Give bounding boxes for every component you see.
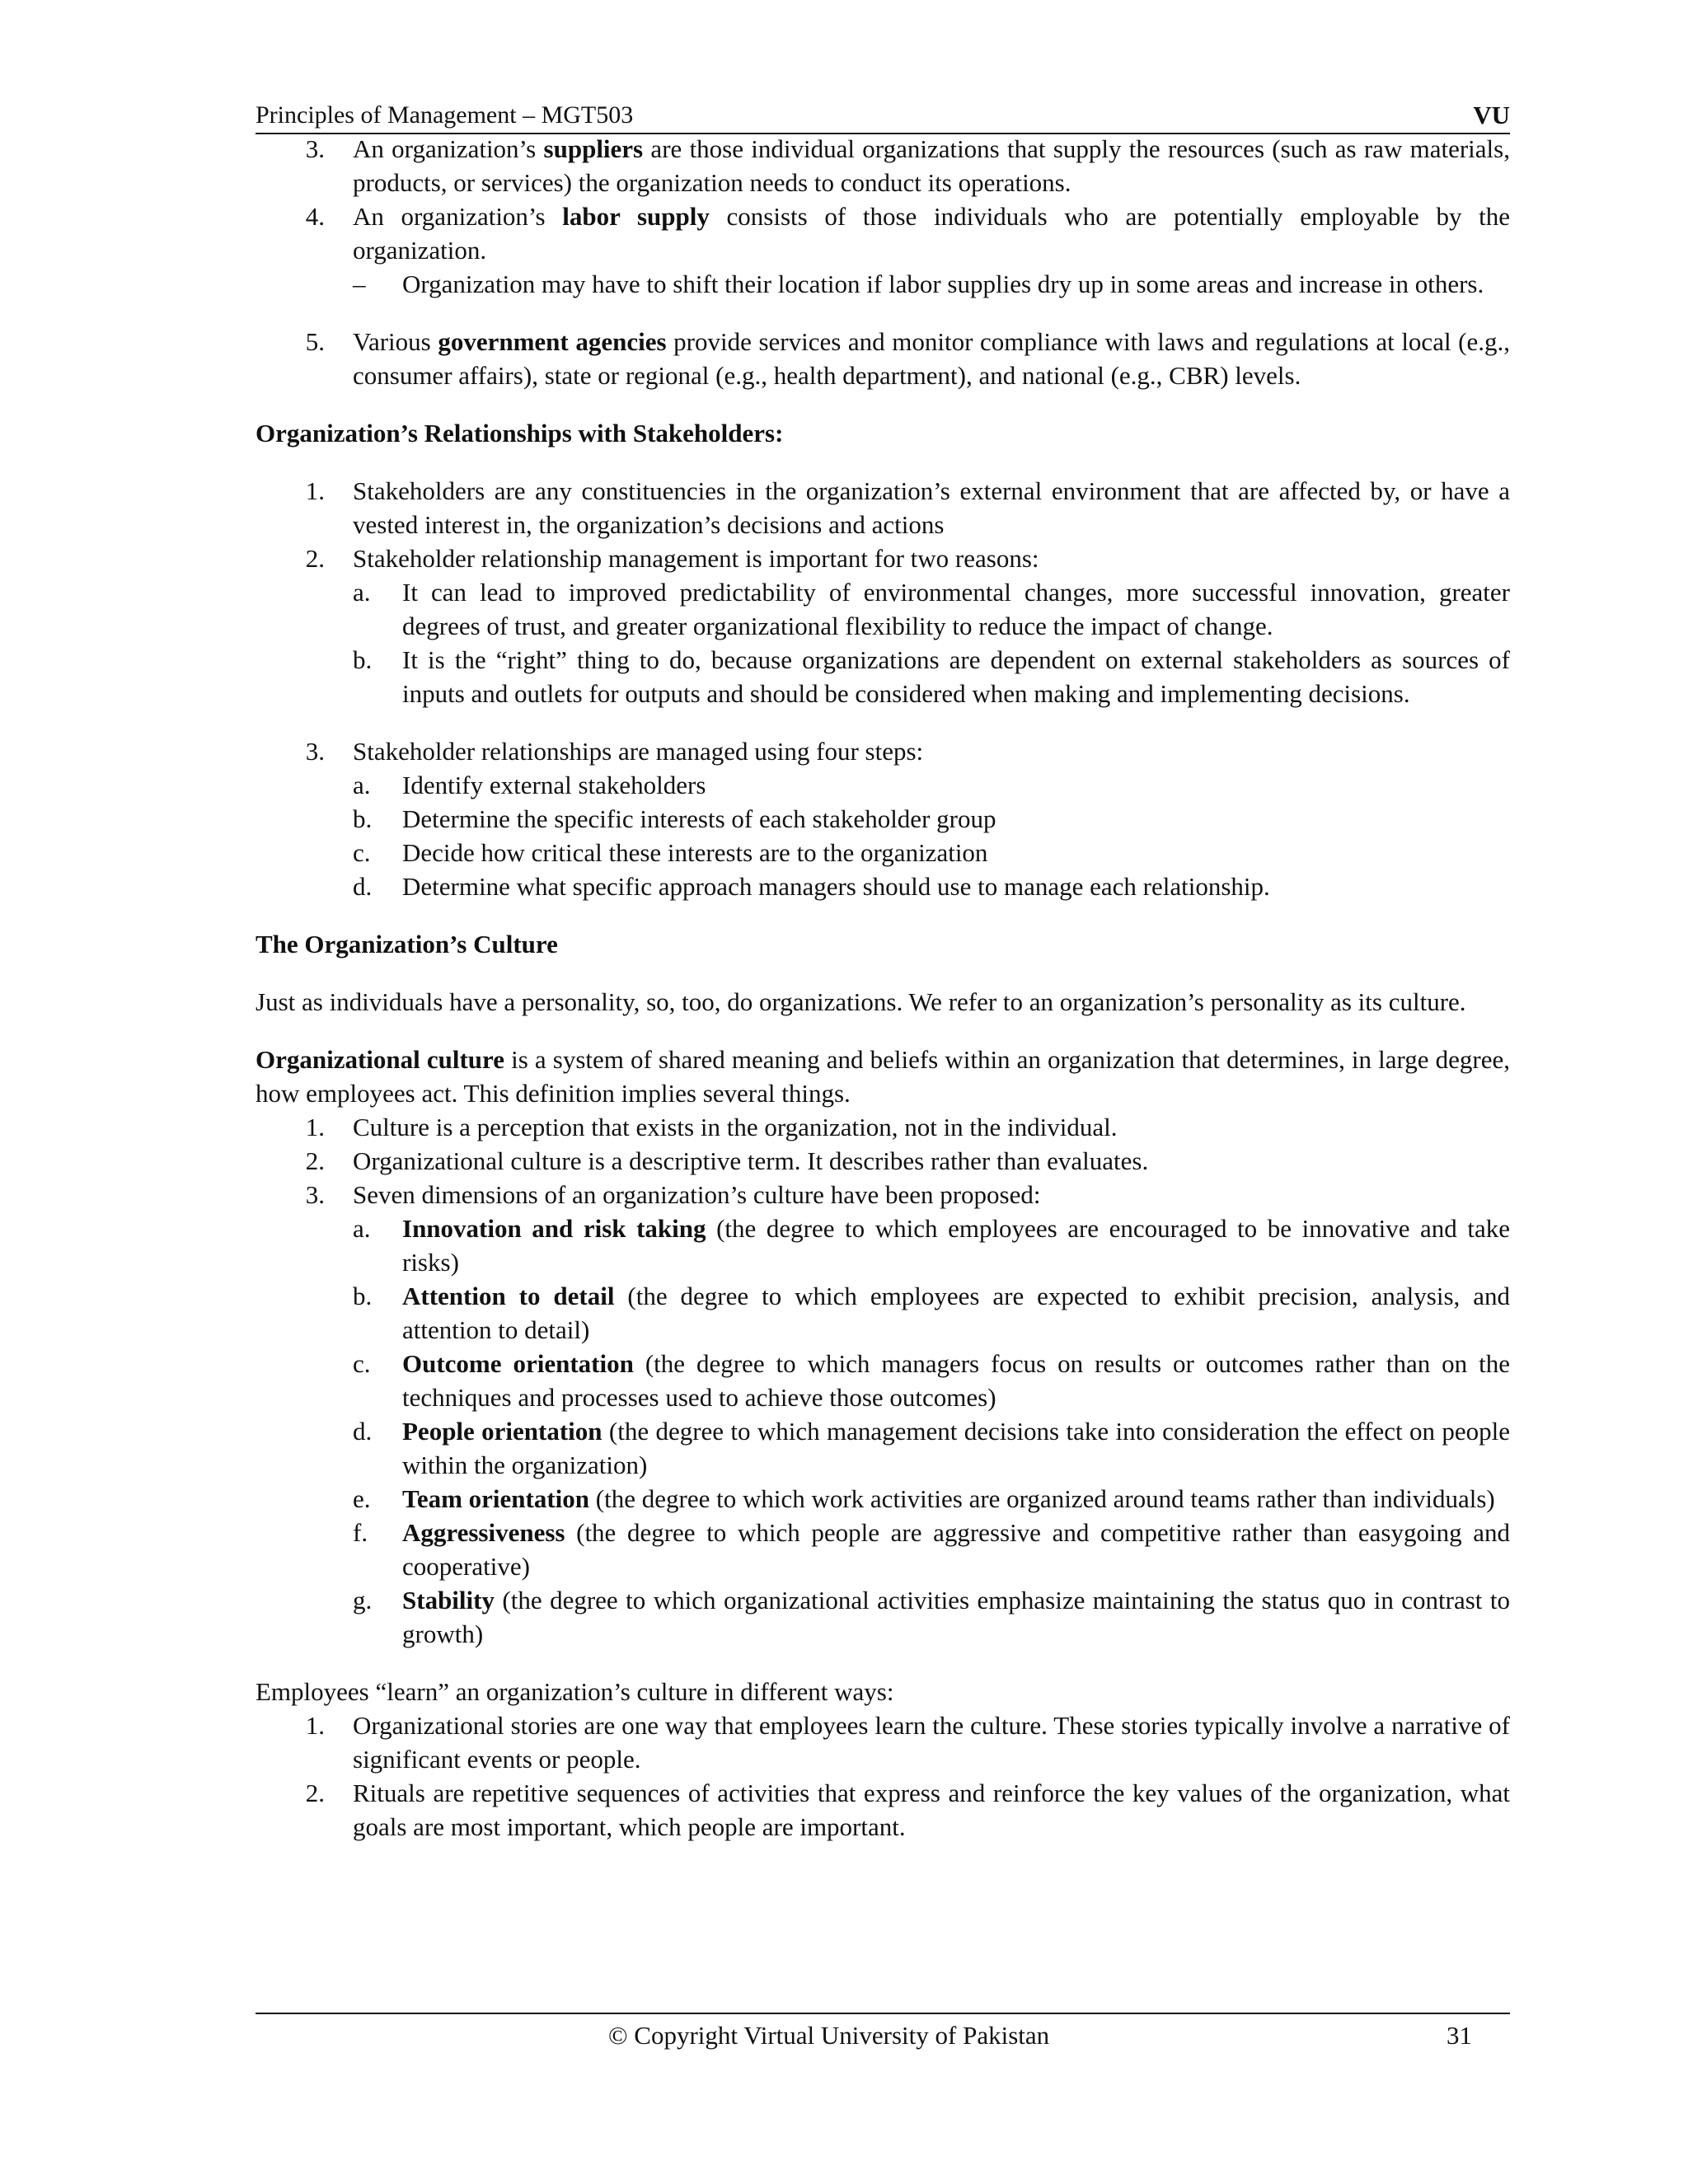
item-text: Rituals are repetitive sequences of activities that express and reinforce the key values of the organization, what goals are most important, which people are important. bbox=[353, 1779, 1510, 1841]
paragraph: Employees “learn” an organization’s culture in different ways: bbox=[256, 1677, 894, 1706]
list-number: 2. bbox=[305, 1779, 325, 1807]
sub-list-letter: b. bbox=[353, 1282, 373, 1310]
sub-list-letter: c. bbox=[353, 1349, 371, 1378]
sub-list-letter: d. bbox=[353, 872, 373, 901]
list-number: 2. bbox=[305, 1146, 325, 1175]
page-header bbox=[256, 98, 1510, 134]
list-number: 5. bbox=[305, 327, 325, 356]
list-number: 3. bbox=[305, 1180, 325, 1209]
sub-list-item bbox=[256, 1583, 1510, 1651]
item-text: provide services and monitor compliance with laws and regulations at local (e.g., consumer affairs), state or regional (e.g., health department), and national (e.g., CBR) levels. bbox=[353, 327, 1511, 390]
item-text: (the degree to which organizational activities emphasize maintaining the status quo in contrast to growth) bbox=[402, 1586, 1510, 1648]
sub-list-letter: b. bbox=[353, 804, 373, 833]
item-text: (the degree to which employees are encouraged to be innovative and take risks) bbox=[402, 1214, 1510, 1277]
item-text: Identify external stakeholders bbox=[402, 771, 706, 799]
item-text: consists of those individuals who are potentially employable by the organization. bbox=[353, 202, 1510, 265]
item-term: Innovation and risk taking bbox=[402, 1214, 706, 1243]
list-item bbox=[256, 734, 1510, 768]
sub-list-item bbox=[256, 267, 1510, 301]
list-item bbox=[256, 474, 1510, 541]
item-text: Stakeholder relationship management is important for two reasons: bbox=[353, 544, 1039, 573]
sub-list-item bbox=[256, 1347, 1510, 1414]
item-text: It is the “right” thing to do, because organizations are dependent on external stakeholders as sources of inputs and outlets for outputs and should be considered when making and implementing decisions. bbox=[402, 645, 1510, 708]
list-number: 2. bbox=[305, 544, 325, 573]
item-text: (the degree to which work activities are organized around teams rather than individuals) bbox=[589, 1484, 1495, 1513]
sub-list-letter: d. bbox=[353, 1417, 373, 1446]
list-number: 4. bbox=[305, 202, 325, 231]
list-item bbox=[256, 1178, 1510, 1212]
sub-list-letter: a. bbox=[353, 771, 371, 799]
course-title: Principles of Management – MGT503 bbox=[256, 101, 634, 129]
list-number: 1. bbox=[305, 1113, 325, 1141]
definition-text: is a system of shared meaning and beliefs within an organization that determines, in large degree, how employees act. This definition implies several things. bbox=[256, 1045, 1510, 1108]
item-text: Organizational culture is a descriptive term. It describes rather than evaluates. bbox=[353, 1146, 1149, 1175]
item-term: Aggressiveness bbox=[402, 1518, 565, 1547]
item-term: Stability bbox=[402, 1586, 495, 1615]
item-text: are those individual organizations that supply the resources (such as raw materials, products, or services) the organization needs to conduct its operations. bbox=[353, 134, 1510, 197]
sub-list-item bbox=[256, 1212, 1510, 1279]
list-item bbox=[256, 1110, 1510, 1144]
dash-bullet: – bbox=[353, 269, 366, 298]
paragraph: Just as individuals have a personality, so, too, do organizations. We refer to an organization’s personality as its culture. bbox=[256, 987, 1466, 1016]
sub-list-item bbox=[256, 1516, 1510, 1583]
page-footer bbox=[256, 2013, 1510, 2050]
sub-list-letter: a. bbox=[353, 578, 371, 607]
defined-term: Organizational culture bbox=[256, 1045, 505, 1074]
item-text: Organization may have to shift their location if labor supplies dry up in some areas and increase in others. bbox=[402, 269, 1484, 298]
list-item bbox=[256, 325, 1510, 392]
definition-paragraph bbox=[256, 1043, 1510, 1110]
sub-list-item bbox=[256, 869, 1510, 903]
item-text: Stakeholders are any constituencies in the organization’s external environment that are affected by, or have a vested interest in, the organization’s decisions and actions bbox=[353, 476, 1510, 539]
sub-list-item bbox=[256, 1482, 1510, 1516]
sub-list-letter: b. bbox=[353, 645, 373, 674]
page-content bbox=[256, 132, 1510, 1844]
page-number: 31 bbox=[1447, 2021, 1472, 2050]
item-text: (the degree to which employees are expected to exhibit precision, analysis, and attention to detail) bbox=[402, 1282, 1510, 1344]
item-text: Decide how critical these interests are to the organization bbox=[402, 838, 988, 867]
sub-list-letter: a. bbox=[353, 1214, 371, 1243]
item-text: (the degree to which managers focus on results or outcomes rather than on the techniques and processes used to achieve those outcomes) bbox=[402, 1349, 1511, 1412]
list-item bbox=[256, 1776, 1510, 1844]
sub-list-letter: e. bbox=[353, 1484, 371, 1513]
list-item bbox=[256, 1708, 1510, 1776]
sub-list-item bbox=[256, 1279, 1510, 1347]
list-number: 1. bbox=[305, 1711, 325, 1740]
list-item bbox=[256, 199, 1510, 267]
sub-list-letter: f. bbox=[353, 1518, 368, 1547]
section-heading-culture: The Organization’s Culture bbox=[256, 930, 558, 958]
item-term: government agencies bbox=[438, 327, 667, 356]
item-term: Outcome orientation bbox=[402, 1349, 634, 1378]
item-term: suppliers bbox=[543, 134, 644, 163]
sub-list-letter: g. bbox=[353, 1586, 373, 1615]
item-text: (the degree to which management decisions take into consideration the effect on people within the organization) bbox=[402, 1417, 1510, 1479]
copyright-notice: © Copyright Virtual University of Pakistan bbox=[608, 2021, 1050, 2050]
sub-list-item bbox=[256, 643, 1510, 710]
item-text: (the degree to which people are aggressive and competitive rather than easygoing and cooperative) bbox=[402, 1518, 1510, 1581]
item-text: Determine what specific approach managers should use to manage each relationship. bbox=[402, 872, 1270, 901]
item-term: labor supply bbox=[562, 202, 710, 231]
list-item bbox=[256, 132, 1510, 199]
section-heading-stakeholders: Organization’s Relationships with Stakeholders: bbox=[256, 419, 784, 448]
item-text: An organization’s bbox=[353, 202, 563, 231]
item-text: Seven dimensions of an organization’s culture have been proposed: bbox=[353, 1180, 1041, 1209]
list-item bbox=[256, 1144, 1510, 1178]
list-number: 1. bbox=[305, 476, 325, 505]
sub-list-item bbox=[256, 836, 1510, 869]
item-text: Various bbox=[353, 327, 438, 356]
university-mark: VU bbox=[1473, 101, 1510, 129]
item-text: Culture is a perception that exists in the organization, not in the individual. bbox=[353, 1113, 1118, 1141]
item-text: Organizational stories are one way that employees learn the culture. These stories typically involve a narrative of significant events or people. bbox=[353, 1711, 1510, 1774]
item-text: An organization’s bbox=[353, 134, 544, 163]
item-term: Attention to detail bbox=[402, 1282, 615, 1310]
list-number: 3. bbox=[305, 134, 325, 163]
item-term: Team orientation bbox=[402, 1484, 590, 1513]
sub-list-item bbox=[256, 768, 1510, 802]
sub-list-letter: c. bbox=[353, 838, 371, 867]
sub-list-item bbox=[256, 575, 1510, 643]
list-item bbox=[256, 541, 1510, 575]
sub-list-item bbox=[256, 802, 1510, 836]
item-text: Determine the specific interests of each stakeholder group bbox=[402, 804, 996, 833]
sub-list-item bbox=[256, 1414, 1510, 1482]
item-text: It can lead to improved predictability of environmental changes, more successful innovation, greater degrees of trust, and greater organizational flexibility to reduce the impact of change. bbox=[402, 578, 1510, 640]
item-text: Stakeholder relationships are managed using four steps: bbox=[353, 737, 924, 766]
list-number: 3. bbox=[305, 737, 325, 766]
item-term: People orientation bbox=[402, 1417, 603, 1446]
